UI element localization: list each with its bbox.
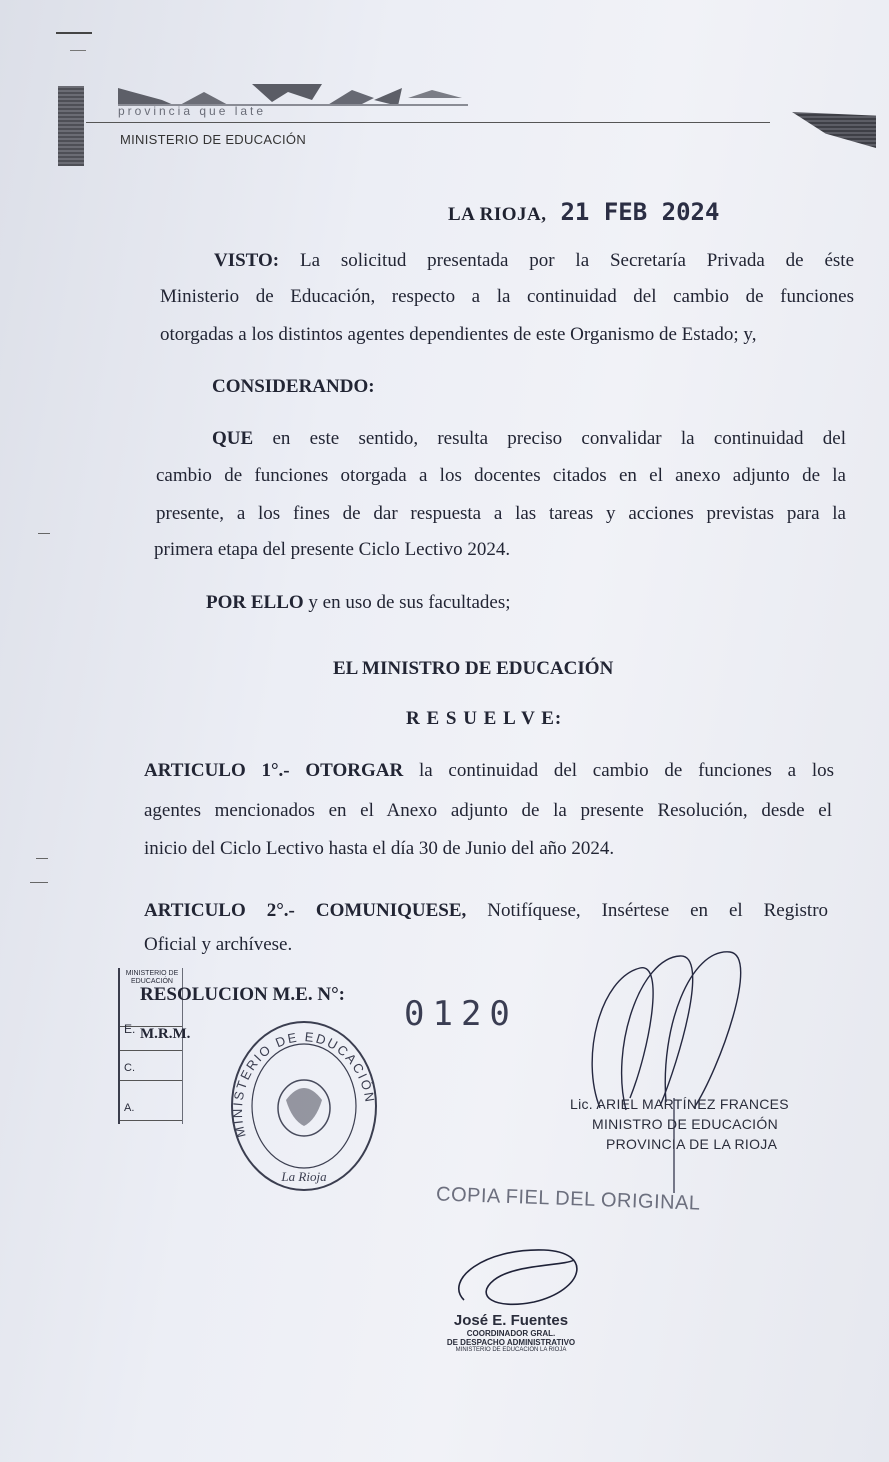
articulo-2-verb: COMUNIQUESE,	[315, 900, 467, 921]
minister-name: Lic. ARIEL MARTÍNEZ FRANCES	[570, 1096, 789, 1112]
stamp-row-c: C.	[124, 1062, 135, 1074]
logo-tagline: provincia que late	[118, 104, 267, 118]
articulo-2-line-2: Oficial y archívese.	[144, 934, 293, 955]
articulo-2-line-1	[144, 900, 828, 922]
copia-fiel-stamp: COPIA FIEL DEL ORIGINAL	[435, 1183, 701, 1215]
considerando-heading: CONSIDERANDO:	[212, 376, 375, 397]
ministry-name: MINISTERIO DE EDUCACIÓN	[120, 132, 307, 147]
articulo-2-label: ARTICULO 2°.-	[144, 900, 295, 921]
visto-line-1	[214, 250, 854, 272]
minister-stamp	[570, 1094, 789, 1154]
resuelve-heading: R E S U E L V E:	[406, 708, 563, 729]
minister-province: PROVINCIA DE LA RIOJA	[606, 1136, 778, 1152]
coordinator-title-2: DE DESPACHO ADMINISTRATIVO	[446, 1338, 576, 1347]
hole-mark	[56, 32, 92, 34]
coordinator-title-1: COORDINADOR GRAL.	[466, 1329, 556, 1338]
letterhead-corner-shape	[792, 112, 876, 148]
visto-label: VISTO:	[214, 250, 280, 271]
date-line	[448, 198, 719, 226]
articulo-1-verb: OTORGAR	[305, 760, 404, 781]
articulo-1-label: ARTICULO 1°.-	[144, 760, 290, 781]
hole-mark	[38, 533, 50, 534]
visto-line-3: otorgadas a los distintos agentes dependientes de este Organismo de Estado; y,	[160, 324, 757, 345]
coordinator-stamp	[436, 1312, 586, 1353]
considerando-text: en este sentido, resulta preciso convalidar la continuidad del	[272, 428, 846, 449]
stamp-box-rule	[120, 1050, 182, 1051]
resolucion-label: RESOLUCION M.E. N°:	[140, 984, 346, 1005]
articulo-2-text: Notifíquese, Insértese en el Registro	[487, 900, 829, 921]
coordinator-name: José E. Fuentes	[453, 1312, 569, 1329]
por-ello-text: y en uso de sus facultades;	[308, 592, 511, 613]
por-ello-line	[206, 592, 511, 614]
stamp-row-e: E.	[124, 1022, 136, 1036]
hole-mark	[36, 858, 48, 859]
coordinator-signature	[444, 1240, 594, 1320]
articulo-1-line-2: agentes mencionados en el Anexo adjunto de la presente Resolución, desde el	[144, 800, 832, 821]
considerando-line-2: cambio de funciones otorgada a los docentes citados en el anexo adjunto de la	[156, 465, 846, 486]
stamp-row-mrm: M.R.M.	[140, 1026, 191, 1042]
articulo-1-text: la continuidad del cambio de funciones a los	[418, 760, 834, 781]
stamp-row-a: A.	[124, 1102, 135, 1114]
date-stamp: 21 FEB 2024	[560, 198, 720, 226]
considerando-line-4: primera etapa del presente Ciclo Lectivo 2024.	[154, 539, 511, 560]
coordinator-title-3: MINISTERIO DE EDUCACION LA RIOJA	[455, 1347, 567, 1353]
por-ello-label: POR ELLO	[206, 592, 304, 613]
ministry-round-seal	[226, 1016, 382, 1196]
letterhead-bar	[58, 86, 84, 166]
seal-bottom-text: La Rioja	[281, 1169, 327, 1184]
stamp-box-header: MINISTERIO DE EDUCACIÓN	[125, 970, 179, 985]
hole-mark	[30, 882, 48, 883]
date-place: LA RIOJA,	[448, 204, 547, 225]
que-label: QUE	[212, 428, 254, 449]
considerando-line-3: presente, a los fines de dar respuesta a las tareas y acciones previstas para la	[156, 503, 846, 524]
stamp-box-rule	[120, 1080, 182, 1081]
articulo-1-line-1	[144, 760, 834, 782]
visto-line-2: Ministerio de Educación, respecto a la continuidad del cambio de funciones	[160, 286, 854, 307]
minister-title: MINISTRO DE EDUCACIÓN	[592, 1116, 778, 1132]
considerando-line-1	[212, 428, 846, 450]
resolucion-number: 0120	[404, 994, 518, 1034]
visto-text: La solicitud presentada por la Secretaría Privada de éste	[299, 250, 854, 271]
seal-outer-text: MINISTERIO DE EDUCACIÓN	[229, 1029, 378, 1140]
articulo-1-line-3: inicio del Ciclo Lectivo hasta el día 30 de Junio del año 2024.	[144, 838, 615, 859]
stamp-box-rule	[120, 1120, 182, 1121]
authority-heading: EL MINISTRO DE EDUCACIÓN	[333, 658, 614, 679]
minister-signature	[570, 938, 770, 1198]
hole-mark	[70, 50, 86, 51]
letterhead-rule	[86, 122, 770, 123]
